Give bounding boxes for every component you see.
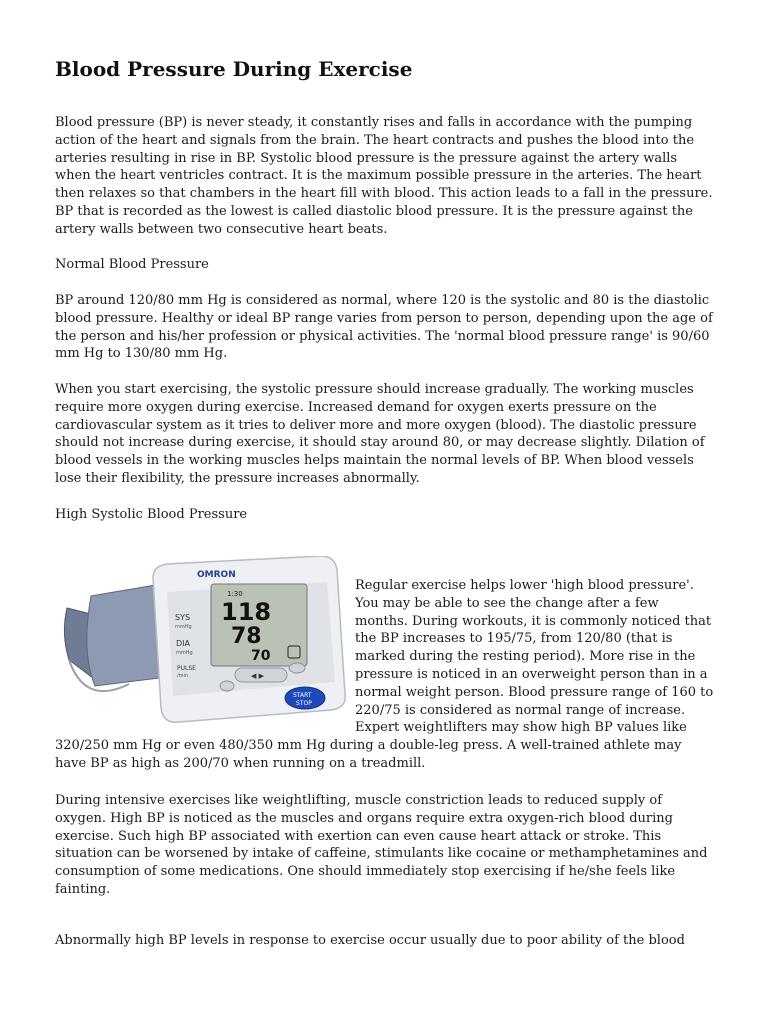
paragraph-abnormal: Abnormally high BP levels in response to exercise occur usually due to poor ability of the blood	[55, 933, 685, 948]
lcd-time: 1:30	[227, 590, 243, 598]
pulse-label: PULSE	[177, 665, 196, 672]
stop-label: STOP	[296, 700, 312, 707]
figure-text-block	[55, 570, 715, 773]
left-arrow-icon: ◀ ▶	[251, 672, 264, 680]
blood-pressure-monitor-illustration	[55, 556, 351, 724]
user-button[interactable]	[220, 681, 234, 691]
paragraph-normal: BP around 120/80 mm Hg is considered as normal, where 120 is the systolic and 80 is the diastolic blood pressure. Healthy or ideal BP range varies from person to person, depending upon the age of the person and his/her profession or physical activities. The 'normal blood pressure range' is 90/60 mm Hg to 130/80 mm Hg.	[55, 293, 713, 362]
sys-unit: mmHg	[175, 624, 192, 630]
heading-high-systolic: High Systolic Blood Pressure	[55, 507, 248, 522]
mode-button[interactable]	[289, 663, 305, 673]
dia-unit: mmHg	[176, 650, 193, 656]
heading-normal-blood-pressure: Normal Blood Pressure	[55, 257, 209, 272]
pulse-unit: /min	[177, 673, 189, 679]
dia-label: DIA	[176, 639, 190, 648]
start-label: START	[293, 692, 312, 699]
blood-pressure-monitor-image	[55, 556, 351, 724]
lcd-pulse: 70	[251, 648, 271, 664]
paragraph-intensive: During intensive exercises like weightlifting, muscle constriction leads to reduced supply of oxygen. High BP is noticed as the muscles and organs require extra oxygen-rich blood during exercise. Such high BP associated with exertion can even cause heart attack or stroke. This situation can be worsened by intake of caffeine, stimulants like cocaine or methamphetamines and consumption of some medications. One should immediately stop exercising if he/she feels like fainting.	[55, 793, 708, 897]
page-title: Blood Pressure During Exercise	[55, 57, 413, 81]
monitor-brand: OMRON	[197, 570, 236, 580]
paragraph-exercising: When you start exercising, the systolic pressure should increase gradually. The working muscles require more oxygen during exercise. Increased demand for oxygen exerts pressure on the cardiovascular system as it tries to deliver more and more oxygen (blood). The diastolic pressure should not increase during exercise, it should stay around 80, or may decrease slightly. Dilation of blood vessels in the working muscles helps maintain the normal levels of BP. When blood vessels lose their flexibility, the pressure increases abnormally.	[55, 382, 705, 486]
paragraph-regular-exercise: Regular exercise helps lower 'high blood pressure'. You may be able to see the change after a few months. During workouts, it is commonly noticed that the BP increases to 195/75, from 120/80 (that is marked during the resting period). More rise in the pressure is noticed in an overweight person than in a normal weight person. Blood pressure range of 160 to 220/75 is considered as normal range of increase. Expert weightlifters may show high BP values like 320/250 mm Hg or even 480/350 mm Hg during a double-leg press. A well-trained athlete may have BP as high as 200/70 when running on a treadmill.	[55, 578, 714, 771]
paragraph-intro: Blood pressure (BP) is never steady, it constantly rises and falls in accordance with the pumping action of the heart and signals from the brain. The heart contracts and pushes the blood into the arteries resulting in rise in BP. Systolic blood pressure is the pressure against the artery walls when the heart ventricles contract. It is the maximum possible pressure in the arteries. The heart then relaxes so that chambers in the heart fill with blood. This action leads to a fall in the pressure. BP that is recorded as the lowest is called diastolic blood pressure. It is the pressure against the artery walls between two consecutive heart beats.	[55, 115, 713, 237]
lcd-systolic: 118	[221, 598, 272, 626]
sys-label: SYS	[175, 613, 191, 622]
lcd-diastolic: 78	[231, 624, 262, 649]
